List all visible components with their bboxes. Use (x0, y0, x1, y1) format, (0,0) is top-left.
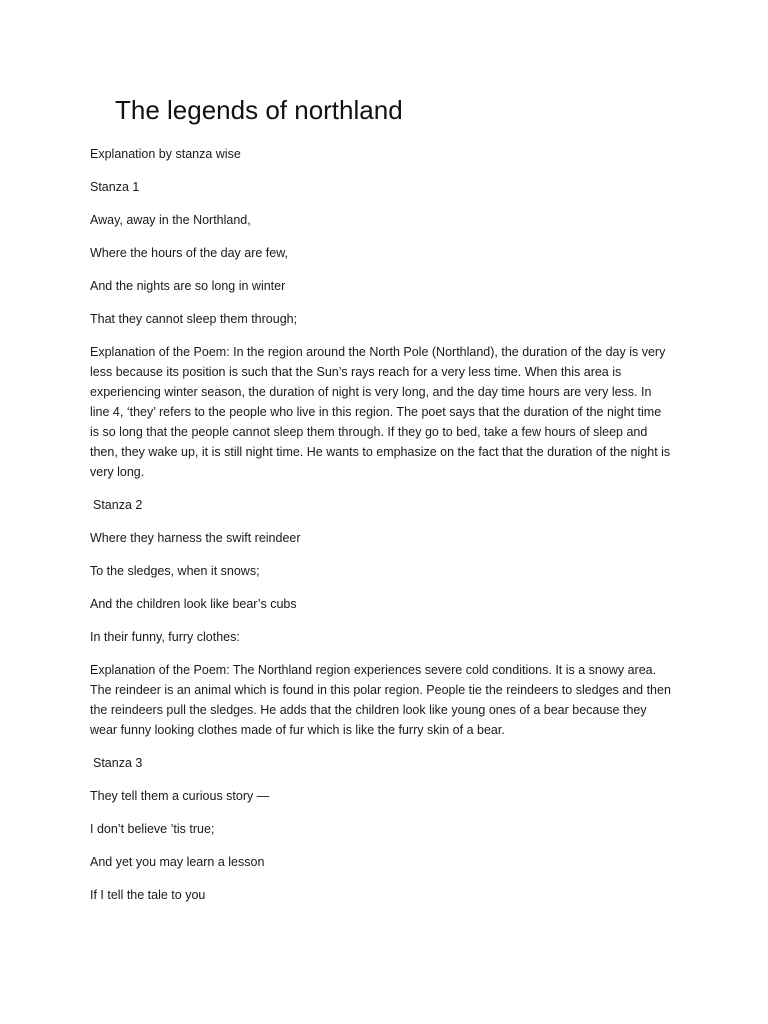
document-body (90, 144, 672, 918)
stanza-3-line-4: If I tell the tale to you (90, 888, 206, 902)
stanza-2-line-3: And the children look like bear’s cubs (90, 597, 297, 611)
document-title: The legends of northland (115, 95, 403, 125)
stanza-3-line-3: And yet you may learn a lesson (90, 855, 265, 869)
document-subtitle: Explanation by stanza wise (90, 147, 241, 161)
stanza-1-line-3: And the nights are so long in winter (90, 279, 286, 293)
stanza-1-line-2: Where the hours of the day are few, (90, 246, 289, 260)
stanza-2-heading: Stanza 2 (93, 498, 143, 512)
stanza-3-line-1: They tell them a curious story — (90, 789, 270, 803)
stanza-2-line-2: To the sledges, when it snows; (90, 564, 260, 578)
stanza-1-explanation: Explanation of the Poem: In the region around the North Pole (Northland), the duration of the day is very less because its position is such that the Sun’s rays reach for a very less time. When this area is experiencing winter season, the duration of night is very long, and the day time hours are very less. In line 4, ‘they’ refers to the people who live in this region. The poet says that the duration of the night time is so long that the people cannot sleep them through. If they go to bed, take a few hours of sleep and then, they wake up, it is still night time. He wants to emphasize on the fact that the duration of the night is very long. (90, 345, 671, 479)
stanza-1-line-4: That they cannot sleep them through; (90, 312, 298, 326)
stanza-3-line-2: I don’t believe ’tis true; (90, 822, 215, 836)
stanza-1-heading: Stanza 1 (90, 180, 140, 194)
stanza-2-explanation: Explanation of the Poem: The Northland region experiences severe cold conditions. It is a snowy area. The reindeer is an animal which is found in this polar region. People tie the reindeers to sledges and then the reindeers pull the sledges. He adds that the children look like young ones of a bear because they wear funny looking clothes made of fur which is like the furry skin of a bear. (90, 663, 671, 737)
stanza-2-line-4: In their funny, furry clothes: (90, 630, 240, 644)
stanza-2-line-1: Where they harness the swift reindeer (90, 531, 301, 545)
stanza-1-line-1: Away, away in the Northland, (90, 213, 251, 227)
stanza-3-heading: Stanza 3 (93, 756, 143, 770)
